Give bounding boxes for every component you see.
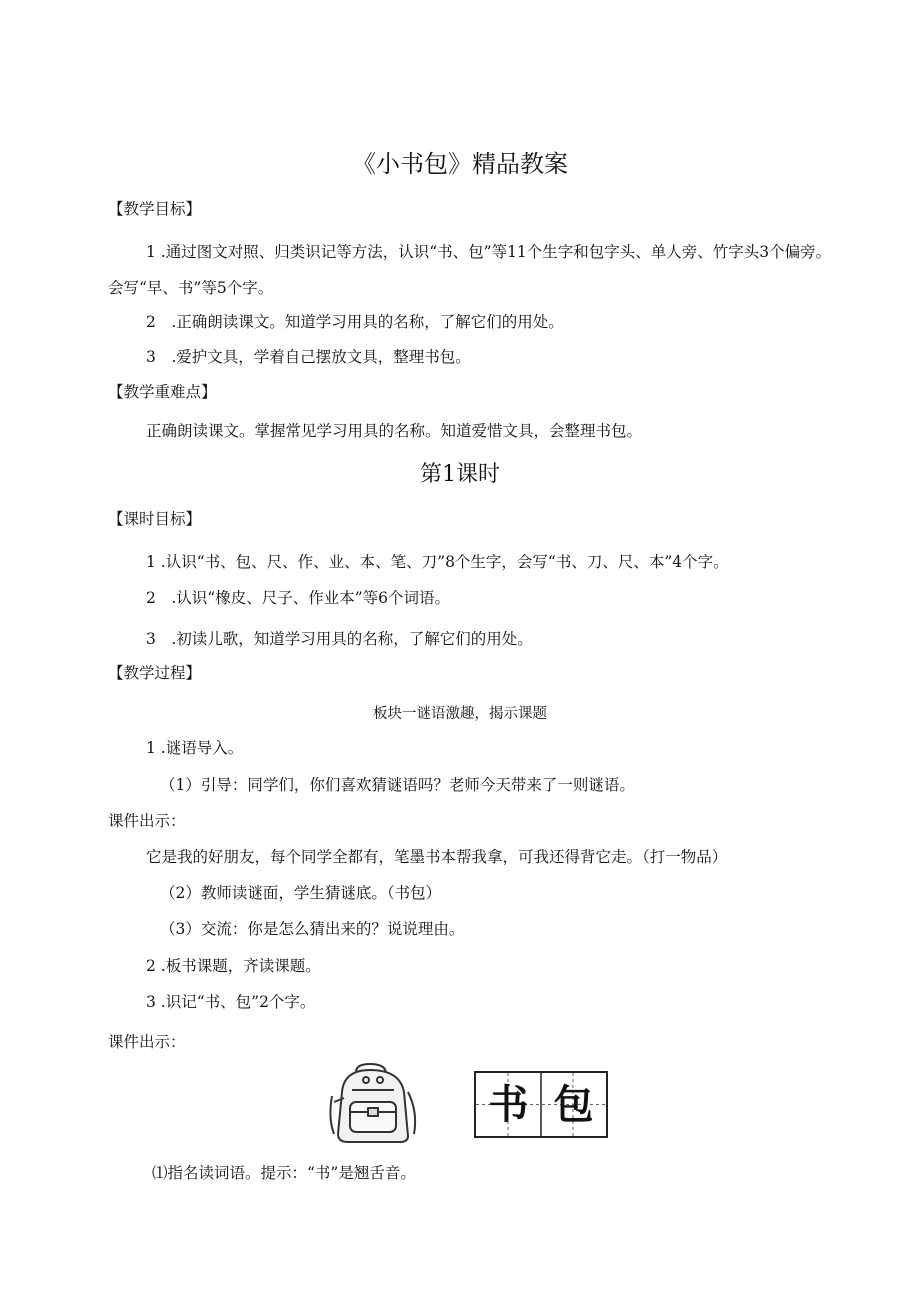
character-shu: 书 xyxy=(488,1081,529,1128)
backpack-icon xyxy=(326,1062,422,1144)
goal-2: 2 .正确朗读课文。知道学习用具的名称，了解它们的用处。 xyxy=(146,313,564,331)
process-heading: 【教学过程】 xyxy=(108,664,202,682)
goal-3: 3 .爱护文具，学着自己摆放文具，整理书包。 xyxy=(146,348,471,366)
step-1: 1 .谜语导入。 xyxy=(146,739,244,757)
lesson-goal-3: 3 .初读儿歌，知道学习用具的名称，了解它们的用处。 xyxy=(146,630,533,648)
lesson-title: 第1课时 xyxy=(420,462,500,487)
riddle-text: 它是我的好朋友，每个同学全都有，笔墨书本帮我拿，可我还得背它走。（打一物品） xyxy=(146,848,728,866)
lesson-goal-2: 2 .认识“橡皮、尺子、作业本”等6个词语。 xyxy=(146,589,450,607)
page-title: 《小书包》精品教案 xyxy=(352,150,568,178)
key-heading: 【教学重难点】 xyxy=(108,383,217,401)
courseware-label-2: 课件出示： xyxy=(108,1033,186,1051)
step-3: 3 .识记“书、包”2个字。 xyxy=(146,993,316,1011)
step-1c: （3）交流：你是怎么猜出来的？说说理由。 xyxy=(160,920,465,938)
step-1a: （1）引导：同学们，你们喜欢猜谜语吗？老师今天带来了一则谜语。 xyxy=(160,776,635,794)
character-grid xyxy=(474,1071,608,1138)
lesson-goals-heading: 【课时目标】 xyxy=(108,510,202,528)
step-1b: （2）教师读谜面，学生猜谜底。（书包） xyxy=(160,884,442,902)
courseware-label-1: 课件出示： xyxy=(108,812,186,830)
goals-heading: 【教学目标】 xyxy=(108,200,202,218)
goal-1: 1 .通过图文对照、归类识记等方法，认识“书、包”等11个生字和包字头、单人旁、竹字头3个偏旁。会写“早、书”等5个字。 xyxy=(108,243,832,297)
step-3a: ⑴指名读词语。提示：“书”是翘舌音。 xyxy=(152,1164,416,1182)
lesson-goal-1: 1 .认识“书、包、尺、作、业、本、笔、刀”8个生字，会写“书、刀、尺、本”4个字。 xyxy=(146,553,729,571)
block-title: 板块一谜语激趣，揭示课题 xyxy=(373,706,547,722)
step-2: 2 .板书课题，齐读课题。 xyxy=(146,957,321,975)
character-bao: 包 xyxy=(553,1081,594,1128)
key-text: 正确朗读课文。掌握常见学习用具的名称。知道爱惜文具，会整理书包。 xyxy=(146,422,643,440)
